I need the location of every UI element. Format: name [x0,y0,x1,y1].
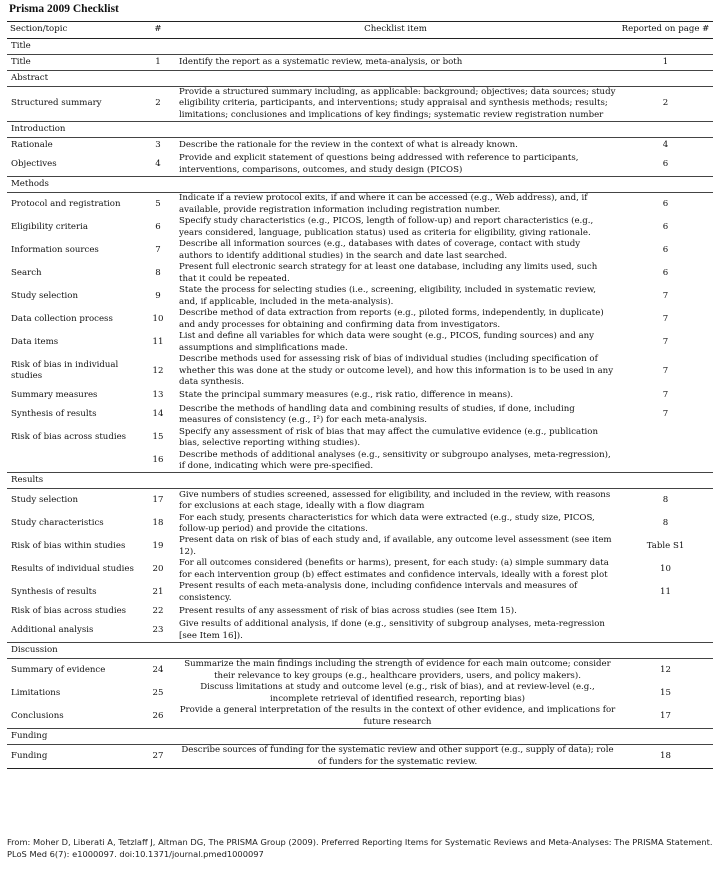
row-topic: Results of individual studies [11,564,134,575]
row-topic: Information sources [11,245,99,256]
checklist-row [7,55,713,71]
checklist-row [7,705,713,729]
header-page: Reported on page # [618,22,713,39]
checklist-row [7,153,713,177]
header-row [7,22,713,39]
checklist-row [7,308,713,331]
row-topic: Title [11,56,31,67]
row-item-text: Present full electronic search strategy for at least one database, including any limits used, such that it could be repeated. [179,262,598,284]
section-row [7,39,713,55]
row-item-text: Provide a structured summary including, as applicable: background; objectives; data sources; study eligibility criteria, participants, and interventions; study appraisal and synthesis methods; results; limitations; conclusiones and implications of key findings; systematic review registration number [179,87,616,120]
checklist-row [7,604,713,619]
row-number: 1 [155,56,161,67]
row-page: Table S1 [646,541,685,552]
row-topic [7,449,143,473]
row-topic: Rationale [11,140,53,151]
source-citation: From: Moher D, Liberati A, Tetzlaff J, Altman DG, The PRISMA Group (2009). Preferred Reporting Items for Systematic Reviews and Meta-Analyses: The PRISMA Statement. PLoS Med 6(7): e1000097. doi:10.1371/journal.pmed1000097 [7,837,713,859]
section-row [7,473,713,489]
row-topic: Protocol and registration [11,199,121,210]
section-row [7,122,713,138]
row-number: 11 [152,337,164,348]
row-number: 27 [152,751,164,762]
row-page: 8 [662,495,669,506]
row-item-text: Describe sources of funding for the systematic review and other support (e.g., supply of data); role of funders for the systematic review. [181,745,614,767]
row-page: 8 [662,518,669,529]
checklist-row [7,388,713,403]
checklist-row [7,262,713,285]
row-number: 21 [152,587,164,598]
row-page: 7 [662,390,669,401]
row-page: 10 [660,564,671,575]
bottom-rule [7,768,713,769]
header-item: Checklist item [173,22,618,39]
row-number: 17 [152,495,164,506]
row-item-text: Discuss limitations at study and outcome level (e.g., risk of bias), and at review-level (e.g., incomplete retrieval of identified research, reporting bias) [200,682,595,704]
section-heading: Discussion [7,643,713,659]
row-number: 19 [152,541,164,552]
row-item-text: For each study, presents characteristics for which data were extracted (e.g., study size, PICOS, follow-up period) and provide the citations. [179,512,595,534]
row-item-text: Identify the report as a systematic review, meta-analysis, or both [179,56,463,67]
row-number: 23 [152,625,164,636]
row-page: 7 [662,291,669,302]
checklist-row [7,682,713,705]
row-topic: Study selection [11,495,79,506]
row-page: 18 [660,751,671,762]
section-row [7,729,713,745]
section-heading: Funding [7,729,713,745]
row-page [618,426,713,449]
checklist-row [7,239,713,262]
header-topic: Section/topic [7,22,143,39]
row-number: 7 [155,245,161,256]
row-number: 5 [155,199,161,210]
row-item-text: Describe the methods of handling data and combining results of studies, if done, including measures of consistency (e.g., I²) for each meta-analysis. [179,403,575,425]
row-number: 18 [152,518,164,529]
row-item-text: Present results of any assessment of risk of bias across studies (see Item 15). [179,606,517,617]
row-page: 12 [660,665,671,676]
row-number: 20 [152,564,164,575]
row-topic: Risk of bias in individual studies [11,359,119,382]
section-heading: Introduction [7,122,713,138]
row-item-text: Summarize the main findings including the strength of evidence for each main outcome; consider their relevance to key groups (e.g., healthcare providers, users, and policy makers). [184,659,611,681]
section-heading: Abstract [7,71,713,87]
row-topic: Synthesis of results [11,409,97,420]
row-page: 6 [662,268,669,279]
row-item-text: State the principal summary measures (e.g., risk ratio, difference in means). [179,390,514,401]
row-number: 10 [152,314,164,325]
row-page: 1 [662,56,669,67]
row-item-text: State the process for selecting studies (i.e., screening, eligibility, included in systematic review, and, if applicable, included in the meta-analysis). [179,285,596,307]
row-page: 4 [662,140,669,151]
row-item-text: Give numbers of studies screened, assessed for eligibility, and included in the review, with reasons for exclusions at each stage, ideally with a flow diagram [179,489,611,511]
checklist-row [7,426,713,449]
row-item-text: Describe method of data extraction from reports (e.g., piloted forms, independently, in duplicate) and andy processes for obtaining and confirming data from investigators. [179,308,604,330]
row-page: 2 [662,98,669,109]
row-number: 6 [155,222,161,233]
row-page: 6 [662,245,669,256]
row-item-text: Provide a general interpretation of the results in the context of other evidence, and implications for future research [179,705,616,727]
row-topic: Data collection process [11,314,113,325]
row-item-text: Describe methods used for assessing risk of bias of individual studies (including specification of whether this was done at the study or outcome level), and how this information is to be used in any data synthesis. [179,354,614,388]
checklist-row [7,87,713,122]
checklist-body [7,39,713,769]
row-number: 9 [155,291,161,302]
row-number: 24 [152,665,164,676]
section-row [7,71,713,87]
row-number: 26 [152,711,164,722]
row-page: 6 [662,199,669,210]
row-page [618,619,713,643]
row-page: 7 [662,365,669,376]
row-topic: Risk of bias across studies [11,432,127,443]
row-item-text: Specify study characteristics (e.g., PICOS, length of follow-up) and report characteristics (e.g., years considered, language, publication status) used as criteria for eligibility, giving rationale. [179,216,594,238]
row-item-text: Present results of each meta-analysis done, including confidence intervals and measures of consistency. [179,581,578,603]
row-page [618,449,713,473]
checklist-row [7,331,713,354]
checklist-row [7,659,713,683]
row-item-text: Describe methods of additional analyses (e.g., sensitivity or subgroupo analyses, meta-regression), if done, indicating which were pre-specified. [179,449,611,471]
row-page: 6 [662,222,669,233]
row-topic: Funding [11,751,48,762]
row-topic: Additional analysis [11,625,94,636]
row-item-text: Give results of additional analysis, if done (e.g., sensitivity of subgroup analyses, meta-regression [see Item 16]). [179,619,605,641]
checklist-row [7,619,713,643]
row-topic: Limitations [11,688,61,699]
checklist-row [7,403,713,426]
row-number: 2 [155,98,161,109]
checklist-row [7,745,713,769]
row-number: 15 [152,432,164,443]
row-topic: Eligibility criteria [11,222,88,233]
row-topic: Conclusions [11,711,64,722]
row-topic: Structured summary [11,98,102,109]
row-item-text: List and define all variables for which data were sought (e.g., PICOS, funding sources) and any assumptions and simplifications made. [179,331,594,353]
row-item-text: Indicate if a review protocol exits, if and where it can be accessed (e.g., Web address), and, if available, provide registration information including registration number. [179,193,588,215]
row-item-text: Describe all information sources (e.g., databases with dates of coverage, contact with study authors to identify additional studies) in the search and date last searched. [179,239,581,261]
checklist-title: Prisma 2009 Checklist [9,3,119,15]
row-topic: Risk of bias within studies [11,541,126,552]
row-number: 25 [152,688,164,699]
section-heading: Results [7,473,713,489]
row-number: 22 [152,606,164,617]
checklist-table [7,21,713,768]
row-page: 6 [662,159,669,170]
section-row [7,177,713,193]
row-page: 7 [662,337,669,348]
row-number: 16 [152,455,164,466]
row-page: 7 [662,409,669,420]
row-number: 13 [152,390,164,401]
row-number: 3 [155,140,161,151]
row-item-text: For all outcomes considered (benefits or harms), present, for each study: (a) simple summary data for each intervention group (b) effect estimates and confidence intervals, ideally with a forest plot [179,558,609,580]
row-number: 4 [155,159,161,170]
row-topic: Synthesis of results [11,587,97,598]
section-heading: Title [7,39,713,55]
row-topic: Study selection [11,291,79,302]
checklist-row [7,489,713,513]
row-page: 15 [660,688,671,699]
row-item-text: Specify any assessment of risk of bias that may affect the cumulative evidence (e.g., publication bias, selective reporting withing studies). [179,426,598,448]
row-page: 11 [660,587,671,598]
row-item-text: Provide and explicit statement of questions being addressed with reference to participants, interventions, comparisons, outcomes, and study design (PICOS) [179,153,579,175]
row-topic: Data items [11,337,59,348]
header-number: # [143,22,173,39]
row-number: 8 [155,268,161,279]
checklist-row [7,216,713,239]
section-row [7,643,713,659]
checklist-row [7,581,713,604]
checklist-row [7,535,713,558]
section-heading: Methods [7,177,713,193]
checklist-row [7,558,713,581]
row-page: 17 [660,711,671,722]
row-topic: Search [11,268,42,279]
row-page [618,604,713,619]
row-number: 12 [152,365,164,376]
checklist-row [7,449,713,473]
checklist-row [7,354,713,388]
row-number: 14 [152,409,164,420]
row-item-text: Present data on risk of bias of each study and, if available, any outcome level assessment (see item 12). [179,535,612,557]
row-topic: Objectives [11,159,57,170]
checklist-row [7,285,713,308]
checklist-row [7,193,713,217]
row-topic: Summary of evidence [11,665,106,676]
checklist-row [7,138,713,154]
row-topic: Summary measures [11,390,98,401]
row-topic: Risk of bias across studies [11,606,127,617]
row-page: 7 [662,314,669,325]
row-item-text: Describe the rationale for the review in the context of what is already known. [179,140,518,151]
checklist-row [7,512,713,535]
row-topic: Study characteristics [11,518,104,529]
